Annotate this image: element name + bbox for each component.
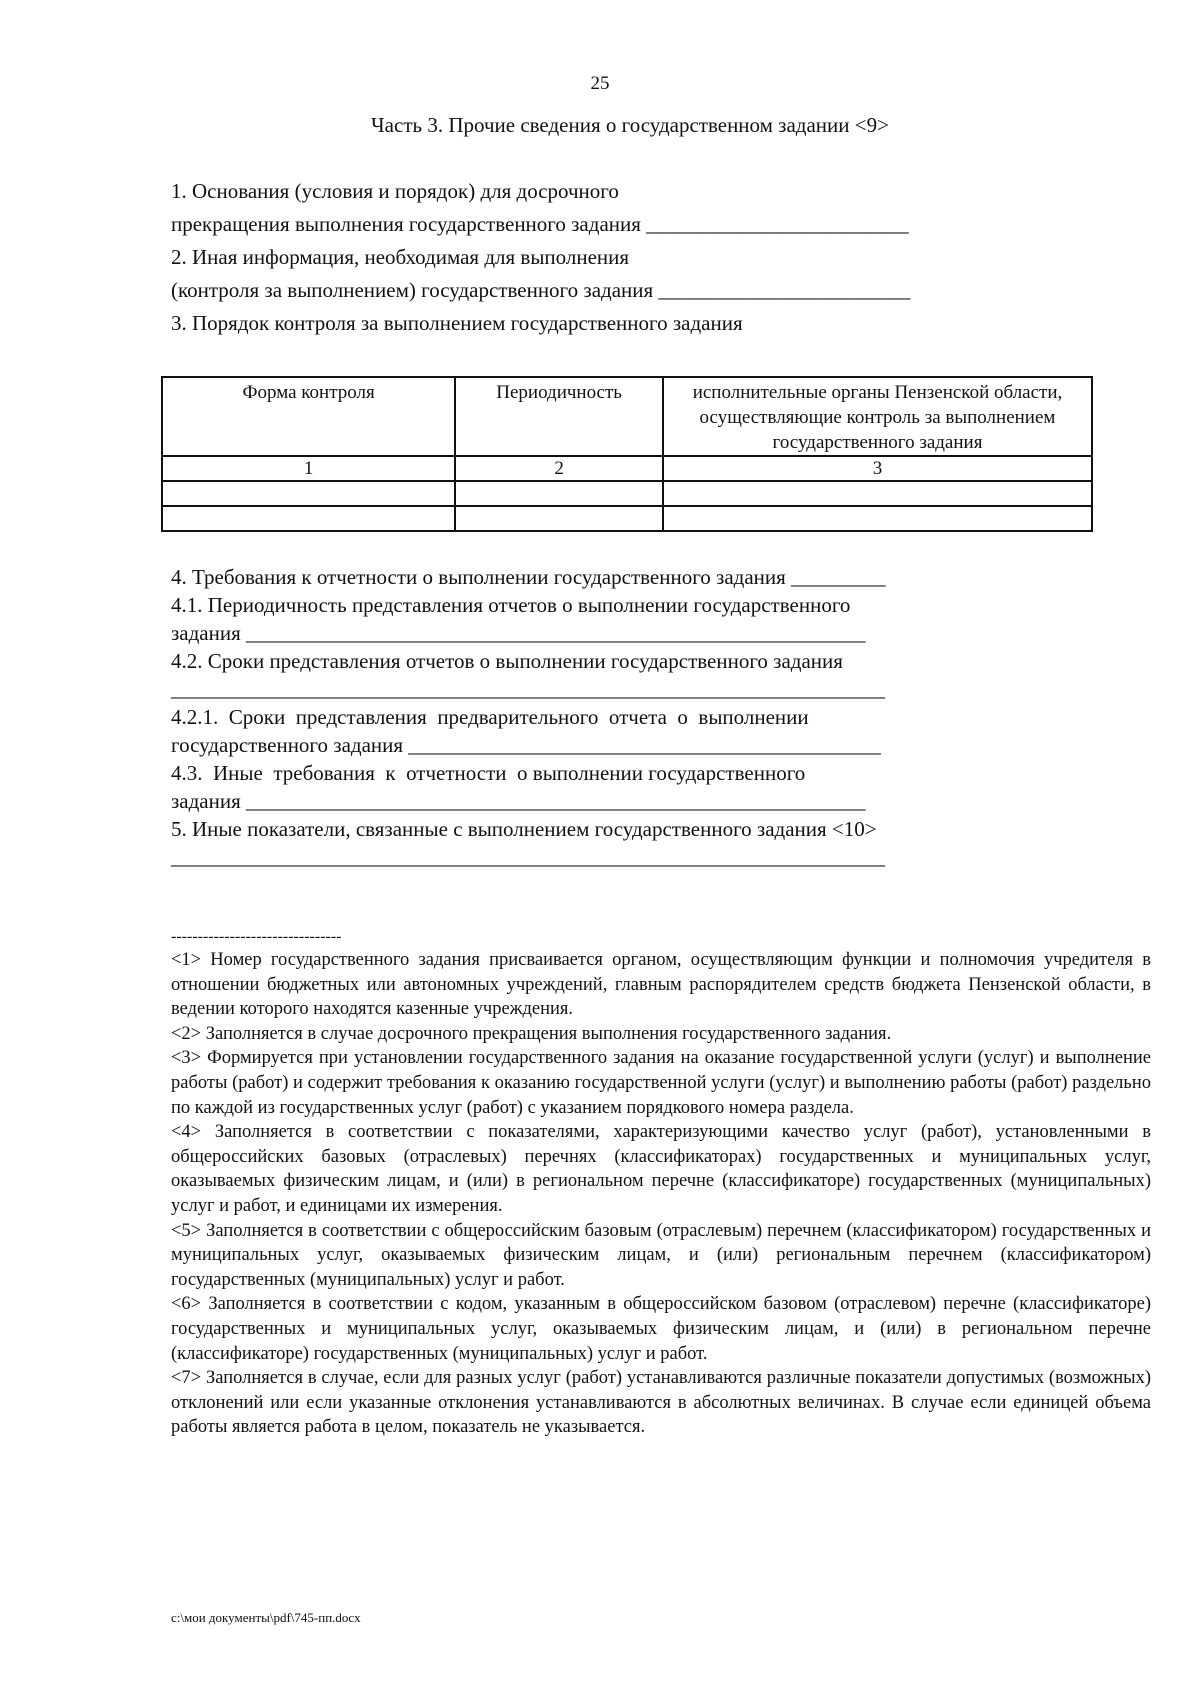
page-number: 25 [590, 73, 610, 94]
reporting-line: 5. Иные показатели, связанные с выполнением государственного задания <10> [171, 817, 877, 841]
reporting-line: 4. Требования к отчетности о выполнении государственного задания _________ [171, 565, 886, 589]
table-cell [162, 506, 455, 531]
reporting-line: задания ___________________________________________________________ [171, 789, 866, 813]
item-1-line-2: прекращения выполнения государственного задания _________________________ [171, 212, 909, 236]
footnote-3: <3> Формируется при установлении государственного задания на оказание государственной услуги (услуг) и выполнение работы (работ) и содержит требования к оказанию государственной услуги (услуг) и выполнению работы (работ) раздельно по каждой из государственных услуг (работ) с указанием порядкового номера раздела. [171, 1048, 1151, 1118]
reporting-line: 4.3. Иные требования к отчетности о выполнении государственного [171, 761, 806, 785]
reporting-line: 4.2.1. Сроки представления предварительного отчета о выполнении [171, 705, 809, 729]
header-organs: исполнительные органы Пензенской области, осуществляющие контроль за выполнением государственного задания [663, 377, 1092, 456]
footnotes [171, 948, 1151, 1440]
footnote-separator: -------------------------------- [171, 928, 342, 945]
header-periodicity: Периодичность [455, 377, 663, 456]
item-1-line-1: 1. Основания (условия и порядок) для досрочного [171, 179, 619, 203]
footnote-6: <6> Заполняется в соответствии с кодом, указанным в общероссийском базовом (отраслевом) перечне (классификаторе) государственных и муниципальных услуг, оказываемых физическим лицам, и (или) в региональном перечне (классификаторе) государственных (муниципальных) услуг и работ. [171, 1294, 1151, 1364]
col-number-2: 2 [455, 456, 663, 481]
reporting-line: задания ___________________________________________________________ [171, 621, 866, 645]
part-title: Часть 3. Прочие сведения о государственном задании <9> [371, 113, 889, 137]
table-cell [455, 481, 663, 506]
table-row [162, 481, 1092, 506]
table-cell [455, 506, 663, 531]
control-table-header-row [162, 377, 1092, 456]
reporting-line: государственного задания _____________________________________________ [171, 733, 881, 757]
table-cell [663, 481, 1092, 506]
reporting-line: ____________________________________________________________________ [171, 677, 885, 701]
footnote-7: <7> Заполняется в случае, если для разных услуг (работ) устанавливаются различные показатели допустимых (возможных) отклонений или если указанные отклонения устанавливаются в абсолютных величинах. В случае если единицей объема работы является работа в целом, показатель не указывается. [171, 1368, 1151, 1438]
footnote-4: <4> Заполняется в соответствии с показателями, характеризующими качество услуг (работ), установленными в общероссийских базовых (отраслевых) перечнях (классификаторах) государственных и муниципальных услуг, оказываемых физическим лицам, и (или) в региональном перечне (классификаторе) государственных (муниципальных) услуг и работ, и единицами их измерения. [171, 1122, 1151, 1216]
footnote-2: <2> Заполняется в случае досрочного прекращения выполнения государственного задания. [171, 1023, 892, 1044]
item-3: 3. Порядок контроля за выполнением государственного задания [171, 311, 743, 335]
item-2-line-2: (контроля за выполнением) государственного задания ________________________ [171, 278, 911, 302]
col-number-3: 3 [663, 456, 1092, 481]
col-number-1: 1 [162, 456, 455, 481]
table-cell [162, 481, 455, 506]
table-cell [663, 506, 1092, 531]
footnote-5: <5> Заполняется в соответствии с общероссийским базовым (отраслевым) перечнем (классификатором) государственных и муниципальных услуг, оказываемых физическим лицам, и (или) региональным перечнем (классификатором) государственных (муниципальных) услуг и работ. [171, 1220, 1151, 1290]
item-2-line-1: 2. Иная информация, необходимая для выполнения [171, 245, 630, 269]
header-form: Форма контроля [162, 377, 455, 456]
part3-items [171, 175, 1071, 340]
reporting-line: 4.1. Периодичность представления отчетов о выполнении государственного [171, 593, 851, 617]
reporting-line: 4.2. Сроки представления отчетов о выполнении государственного задания [171, 649, 843, 673]
control-table-number-row [162, 456, 1092, 481]
reporting-line: ____________________________________________________________________ [171, 845, 885, 869]
reporting-section [171, 563, 1091, 871]
table-row [162, 506, 1092, 531]
control-table [161, 376, 1093, 532]
footer-file-path: c:\мои документы\pdf\745-пп.docx [171, 1610, 361, 1625]
footnote-1: <1> Номер государственного задания присваивается органом, осуществляющим функции и полномочия учредителя в отношении бюджетных или автономных учреждений, главным распорядителем средств бюджета Пензенской области, в ведении которого находятся казенные учреждения. [171, 950, 1151, 1020]
